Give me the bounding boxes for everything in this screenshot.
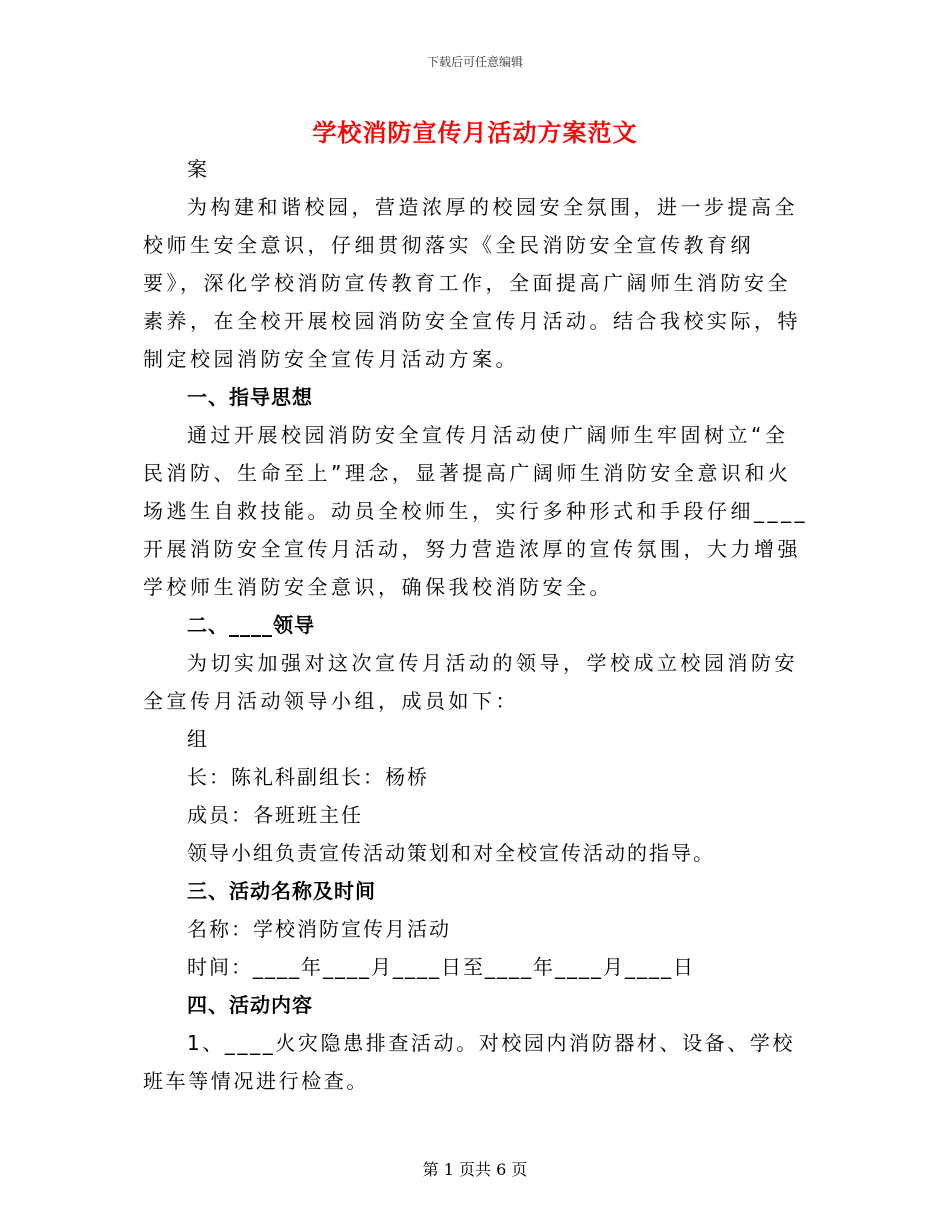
- guiding-ideology-paragraph: 通过开展校园消防安全宣传月活动使广阔师生牢固树立“全民消防、生命至上”理念，显著提高广阔师生消防安全意识和火场逃生自救技能。动员全校师生，实行多种形式和手段仔细____开展消防安全宣传月活动，努力营造浓厚的宣传氛围，大力增强学校师生消防安全意识，确保我校消防安全。: [143, 423, 808, 599]
- leadership-paragraph: 为切实加强对这次宣传月活动的领导，学校成立校园消防安全宣传月活动领导小组，成员如下：: [143, 651, 798, 713]
- document-body: [143, 150, 808, 1100]
- members-line: 成员：各班班主任: [187, 803, 363, 827]
- group-duty-line: 领导小组负责宣传活动策划和对全校宣传活动的指导。: [187, 841, 715, 865]
- section-heading-4: 四、活动内容: [187, 993, 313, 1017]
- document-title: 学校消防宣传月活动方案范文: [312, 119, 638, 147]
- group-line: 组: [187, 727, 209, 751]
- header-note: 下载后可任意编辑: [426, 55, 523, 69]
- section-heading-1: 一、指导思想: [187, 385, 313, 409]
- paragraph-fragment: 案: [187, 157, 211, 181]
- activity-name-line: 名称：学校消防宣传月活动: [187, 917, 451, 941]
- activity-item-1: 1、____火灾隐患排查活动。对校园内消防器材、设备、学校班车等情况进行检查。: [143, 1031, 796, 1093]
- page-footer: 第 1 页共 6 页: [422, 1160, 528, 1179]
- leader-line: 长：陈礼科副组长：杨桥: [187, 765, 429, 789]
- intro-paragraph: 为构建和谐校园，营造浓厚的校园安全氛围，进一步提高全校师生安全意识，仔细贯彻落实《全民消防安全宣传教育纲要》，深化学校消防宣传教育工作，全面提高广阔师生消防安全素养，在全校开展校园消防安全宣传月活动。结合我校实际，特制定校园消防安全宣传月活动方案。: [143, 195, 801, 371]
- section-heading-2: 二、____领导: [187, 613, 315, 637]
- activity-time-line: 时间：____年____月____日至____年____月____日: [187, 955, 695, 979]
- section-heading-3: 三、活动名称及时间: [187, 879, 376, 903]
